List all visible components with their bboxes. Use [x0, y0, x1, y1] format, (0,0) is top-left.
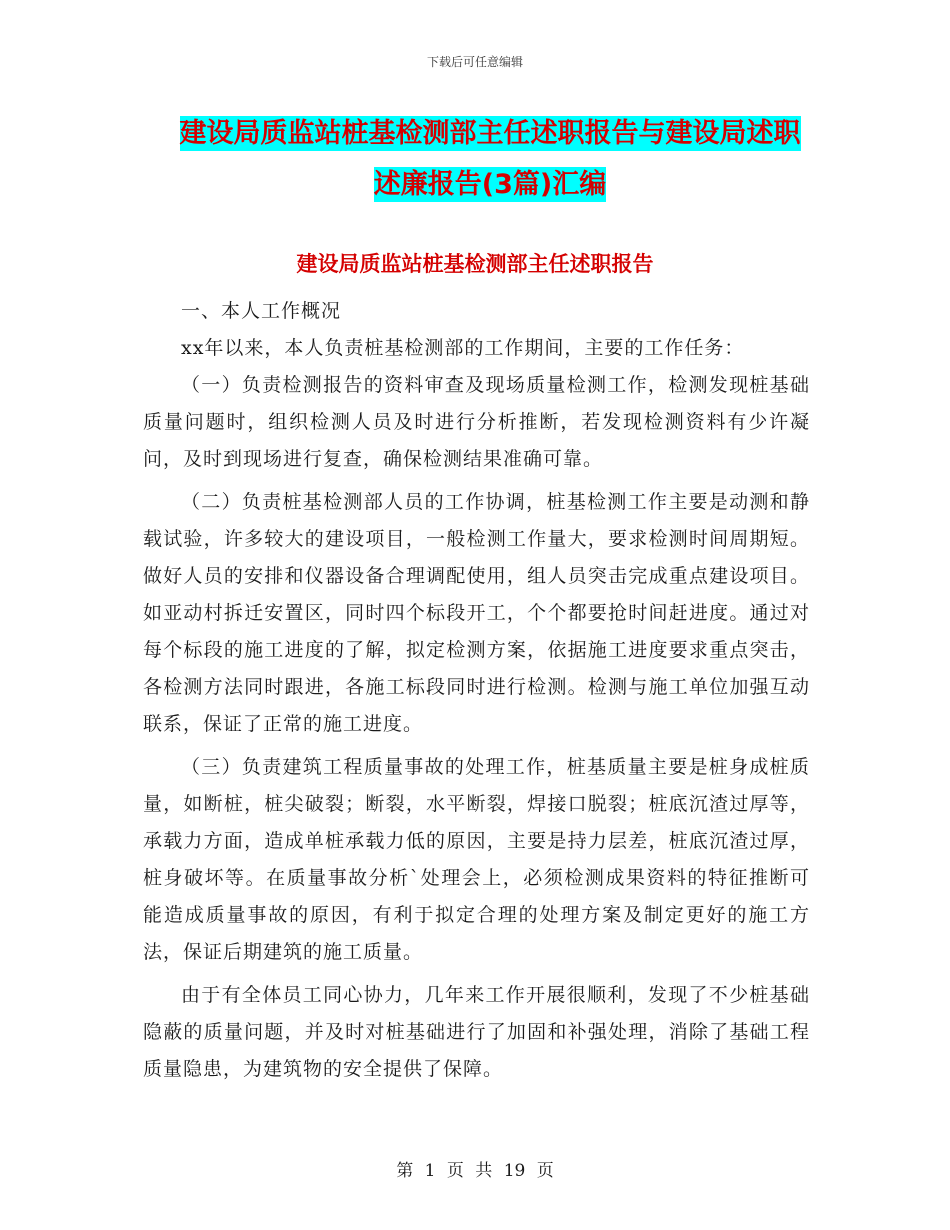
paragraph: （三）负责建筑工程质量事故的处理工作，桩基质量主要是桩身成桩质量，如断桩，桩尖破裂；断裂，水平断裂，焊接口脱裂；桩底沉渣过厚等，承载力方面，造成单桩承载力低的原因，主要是持力层差，桩底沉渣过厚，桩身破坏等。在质量事故分析`处理会上，必须检测成果资料的特征推断可能造成质量事故的原因，有利于拟定合理的处理方案及制定更好的施工方法，保证后期建筑的施工质量。	[143, 756, 810, 963]
main-title	[140, 108, 840, 210]
section-title: 建设局质监站桩基检测部主任述职报告	[296, 252, 654, 276]
main-title-line1: 建设局质监站桩基检测部主任述职报告与建设局述职	[179, 118, 801, 149]
paragraph-heading: 一、本人工作概况	[181, 300, 342, 322]
paragraph: 由于有全体员工同心协力，几年来工作开展很顺利，发现了不少桩基础隐蔽的质量问题，并及时对桩基础进行了加固和补强处理，消除了基础工程质量隐患，为建筑物的安全提供了保障。	[143, 984, 810, 1080]
paragraph: （二）负责桩基检测部人员的工作协调，桩基检测工作主要是动测和静载试验，许多较大的建设项目，一般检测工作量大，要求检测时间周期短。做好人员的安排和仪器设备合理调配使用，组人员突击完成重点建设项目。如亚动村拆迁安置区，同时四个标段开工，个个都要抢时间赶进度。通过对每个标段的施工进度的了解，拟定检测方案，依据施工进度要求重点突击，各检测方法同时跟进，各施工标段同时进行检测。检测与施工单位加强互动联系，保证了正常的施工进度。	[143, 491, 810, 735]
paragraph: （一）负责检测报告的资料审查及现场质量检测工作，检测发现桩基础质量问题时，组织检测人员及时进行分析推断，若发现检测资料有少许凝问，及时到现场进行复查，确保检测结果准确可靠。	[143, 374, 810, 470]
body-text	[143, 293, 810, 1088]
paragraph: xx年以来，本人负责桩基检测部的工作期间，主要的工作任务：	[181, 337, 745, 359]
page-footer: 第 1 页 共 19 页	[396, 1161, 554, 1181]
main-title-line2: 述廉报告(3篇)汇编	[373, 169, 607, 200]
header-note: 下载后可任意编辑	[426, 55, 523, 69]
